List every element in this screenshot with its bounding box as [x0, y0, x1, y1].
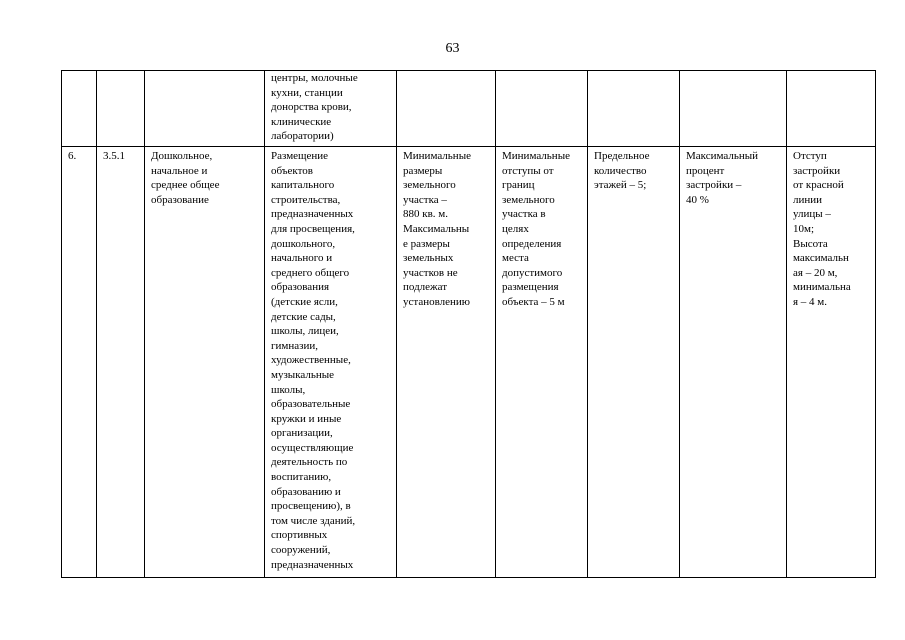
cell-other-params [787, 71, 876, 147]
cell-use-description: Размещение объектов капитального строительства, предназначенных для просвещения, дошкольного, начального и среднего общего образования (детские ясли, детские сады, школы, лицеи, гимназии, художественные, музыкальные школы, образовательные кружки и иные организации, осуществляющие деятельность по воспитанию, образованию и просвещению), в том числе зданий, спортивных сооружений, предназначенных [265, 147, 397, 578]
cell-coverage [680, 71, 787, 147]
cell-code: 3.5.1 [97, 147, 145, 578]
cell-setbacks: Минимальные отступы от границ земельного участка в целях определения места допустимого размещения объекта – 5 м [496, 147, 588, 578]
cell-use-name [145, 71, 265, 147]
cell-other-params: Отступ застройки от красной линии улицы – 10м; Высота максимальн ая – 20 м, минимальна я – 4 м. [787, 147, 876, 578]
cell-plot-size: Минимальные размеры земельного участка – 880 кв. м. Максимальны е размеры земельных участков не подлежат установлению [397, 147, 496, 578]
cell-floors [588, 71, 680, 147]
cell-plot-size [397, 71, 496, 147]
cell-code [97, 71, 145, 147]
page-number: 63 [445, 41, 460, 56]
cell-use-description: центры, молочные кухни, станции донорства крови, клинические лаборатории) [265, 71, 397, 147]
zoning-table [61, 70, 876, 578]
cell-use-name: Дошкольное, начальное и среднее общее образование [145, 147, 265, 578]
cell-number: 6. [62, 147, 97, 578]
table-row [62, 71, 876, 147]
cell-number [62, 71, 97, 147]
cell-setbacks [496, 71, 588, 147]
cell-coverage: Максимальный процент застройки – 40 % [680, 147, 787, 578]
cell-floors: Предельное количество этажей – 5; [588, 147, 680, 578]
table-row [62, 147, 876, 578]
